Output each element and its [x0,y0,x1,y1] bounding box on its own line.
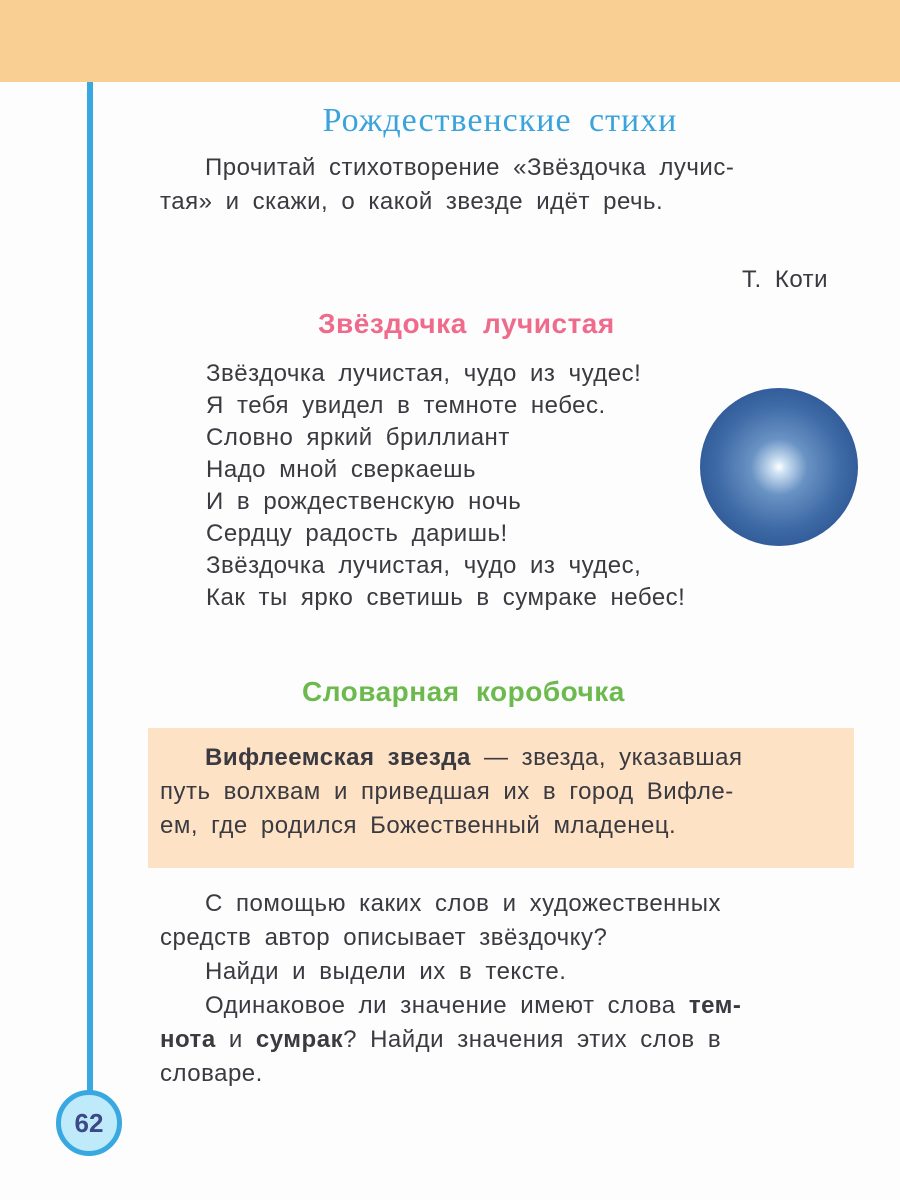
vocab-line: путь волхвам и приведшая их в город Вифле- [160,778,734,805]
poem-title: Звёздочка лучистая [318,308,615,339]
margin-line [87,82,93,1094]
star-illustration [700,388,858,546]
task-text: Одинаковое ли значение имеют слова [205,992,689,1019]
poem-author: Т. Коти [742,266,829,293]
task-bold-word: сумрак [255,1026,344,1053]
task-bold-word: нота [160,1026,216,1053]
poem-line: Звёздочка лучистая, чудо из чудес! [206,360,642,387]
intro-line: тая» и скажи, о какой звезде идёт речь. [160,188,664,215]
task-bold-word: тем- [688,992,742,1019]
task-line [160,1026,721,1054]
task-text: ? Найди значения этих слов в [343,1026,722,1053]
page-number [56,1090,122,1156]
section-title: Рождественские стихи [322,102,678,139]
vocab-line [205,744,742,772]
poem-line: Как ты ярко светишь в сумраке небес! [206,584,686,611]
vocab-term: Вифлеемская звезда [205,744,471,771]
vocab-text: — звезда, указавшая [470,744,743,771]
poem-line: Я тебя увидел в темноте небес. [206,392,606,419]
task-line: Найди и выдели их в тексте. [205,958,567,985]
intro-line: Прочитай стихотворение «Звёздочка лучис- [205,154,735,181]
page-number-text: 62 [74,1107,104,1138]
poem-line: И в рождественскую ночь [206,488,522,515]
task-line: С помощью каких слов и художественных [205,890,721,917]
poem-line: Словно яркий бриллиант [206,424,510,451]
poem-line: Надо мной сверкаешь [206,456,477,483]
vocab-line: ем, где родился Божественный младенец. [160,812,677,839]
task-text: и [215,1026,256,1053]
task-line: словаре. [160,1060,263,1087]
poem-line: Сердцу радость даришь! [206,520,508,547]
task-line [205,992,741,1020]
header-band [0,0,900,82]
vocab-title: Словарная коробочка [302,676,625,707]
task-line: средств автор описывает звёздочку? [160,924,608,951]
poem-line: Звёздочка лучистая, чудо из чудес, [206,552,642,579]
